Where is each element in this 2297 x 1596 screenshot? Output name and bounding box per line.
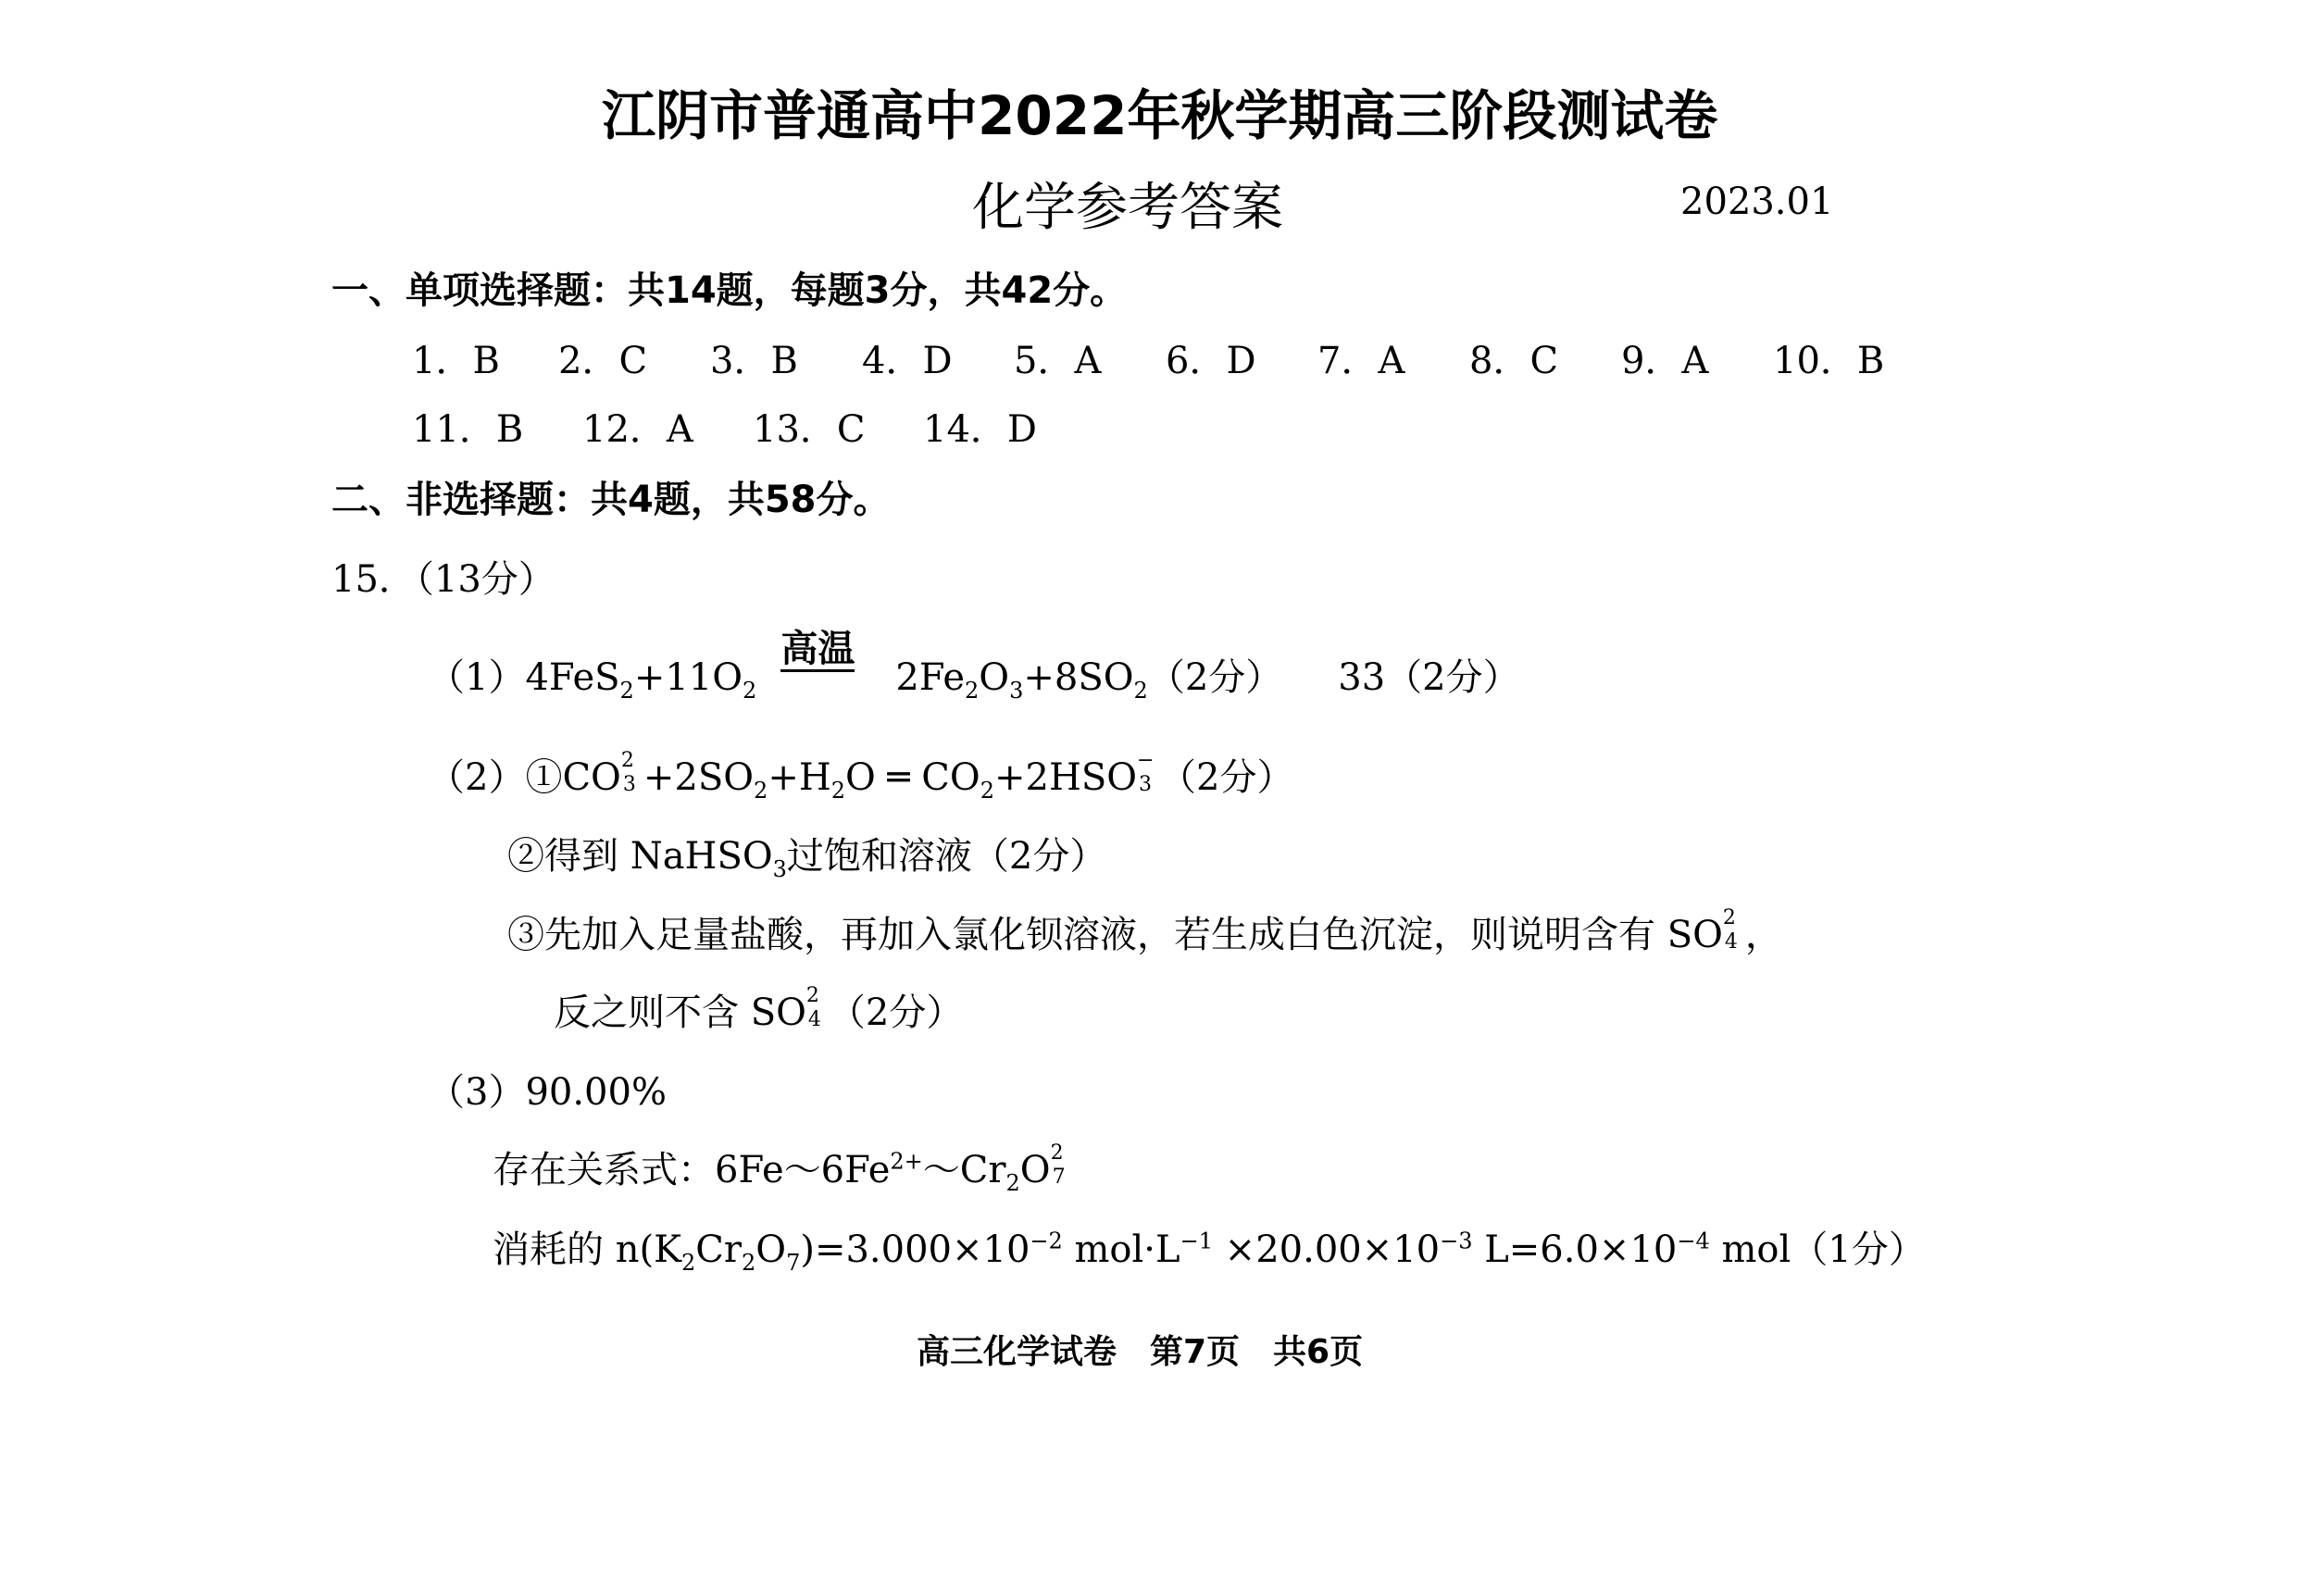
q15-part1-score: （2分） — [1147, 656, 1283, 699]
answer-item: 14．D — [923, 408, 1037, 451]
q15-part3-relation: 存在关系式：$6Fe\sim 6Fe^{2+}\sim Cr_2O$ 2 7 — [493, 1141, 1066, 1196]
consume-label: 消耗的 — [493, 1228, 616, 1271]
q15-part2-a: （2）①CO 2 3 $+2SO_2+H_2O$ ═ $CO_2+2HSO$ − 3 （2分） — [428, 749, 1294, 804]
q15-part1-value: 33（2分） — [1338, 656, 1520, 699]
q15-part1: $(1)4FeS_2+11O_2$ 高温 $2Fe_2O_3+8SO_2(2$分） 33（2分） — [428, 628, 1520, 704]
q15-part2-d-text: 反之则不含 SO — [554, 991, 806, 1034]
section2-heading: 二、非选择题：共4题，共58分。 — [331, 479, 891, 521]
q15-part1-prefix: （1）4FeS — [428, 656, 620, 699]
answer-item: 4．D — [862, 340, 953, 382]
q15-part2-d: 反之则不含 SO 2 4 （2分） — [554, 984, 964, 1034]
reaction-condition — [775, 628, 877, 690]
section1-heading: 一、单项选择题：共14题，每题3分，共42分。 — [331, 269, 1128, 312]
answer-row-1 — [412, 331, 1884, 384]
answer-item: 9．A — [1621, 340, 1709, 382]
relation-label: 存在关系式： — [493, 1149, 715, 1191]
question-15-label: 15．（13分） — [331, 558, 556, 601]
consume-score: （1分） — [1791, 1228, 1926, 1271]
q15-part2-b-text: ②得到 NaHSO — [507, 835, 773, 878]
answer-item: 10．B — [1773, 340, 1885, 382]
q15-part2-a-prefix: （2）①CO — [428, 756, 621, 799]
q15-part2-b: ②得到 NaHSO$_3$过饱和溶液（2分） — [507, 835, 1107, 882]
date: 2023.01 — [1680, 181, 1834, 223]
q15-part2-c-end: ， — [1744, 914, 1782, 956]
answer-item: 11．B — [412, 408, 524, 451]
page-title: 江阴市普通高中2022年秋学期高三阶段测试卷 — [602, 84, 1718, 147]
q15-part2-c: ③先加入足量盐酸，再加入氯化钡溶液，若生成白色沉淀，则说明含有 SO 2 4 ， — [507, 906, 1782, 956]
q15-part2-c-text: ③先加入足量盐酸，再加入氯化钡溶液，若生成白色沉淀，则说明含有 SO — [507, 914, 1723, 956]
answer-item: 1．B — [412, 340, 500, 382]
answer-row-2 — [412, 400, 1037, 453]
page-footer: 高三化学试卷 第7页 共6页 — [917, 1333, 1364, 1371]
answer-item: 7．A — [1317, 340, 1405, 382]
q15-part2-a-score: （2分） — [1159, 756, 1294, 799]
q15-part3-consume: 消耗的 $n(K_2Cr_2O_7)=3.000\times 10^{-2}$ $mol\cdot L^{-1} \times 20.00\times 10^{-3}$ $L=6.0\times 10^{-4}$ mol（1分） — [493, 1228, 1926, 1276]
answer-item: 8．C — [1469, 340, 1559, 382]
q15-part3-result: （3）90.00% — [428, 1071, 667, 1114]
answer-item: 5．A — [1014, 340, 1102, 382]
answer-item: 3．B — [710, 340, 798, 382]
q15-part2-b-tail: 过饱和溶液（2分） — [786, 835, 1107, 878]
page-subtitle: 化学参考答案 — [972, 178, 1283, 238]
answer-item: 12．A — [582, 408, 693, 451]
q15-part2-d-score: （2分） — [828, 991, 964, 1034]
answer-item: 13．C — [753, 408, 866, 451]
answer-item: 6．D — [1166, 340, 1256, 382]
answer-item: 2．C — [558, 340, 648, 382]
reaction-condition-text: 高温 — [780, 628, 855, 670]
